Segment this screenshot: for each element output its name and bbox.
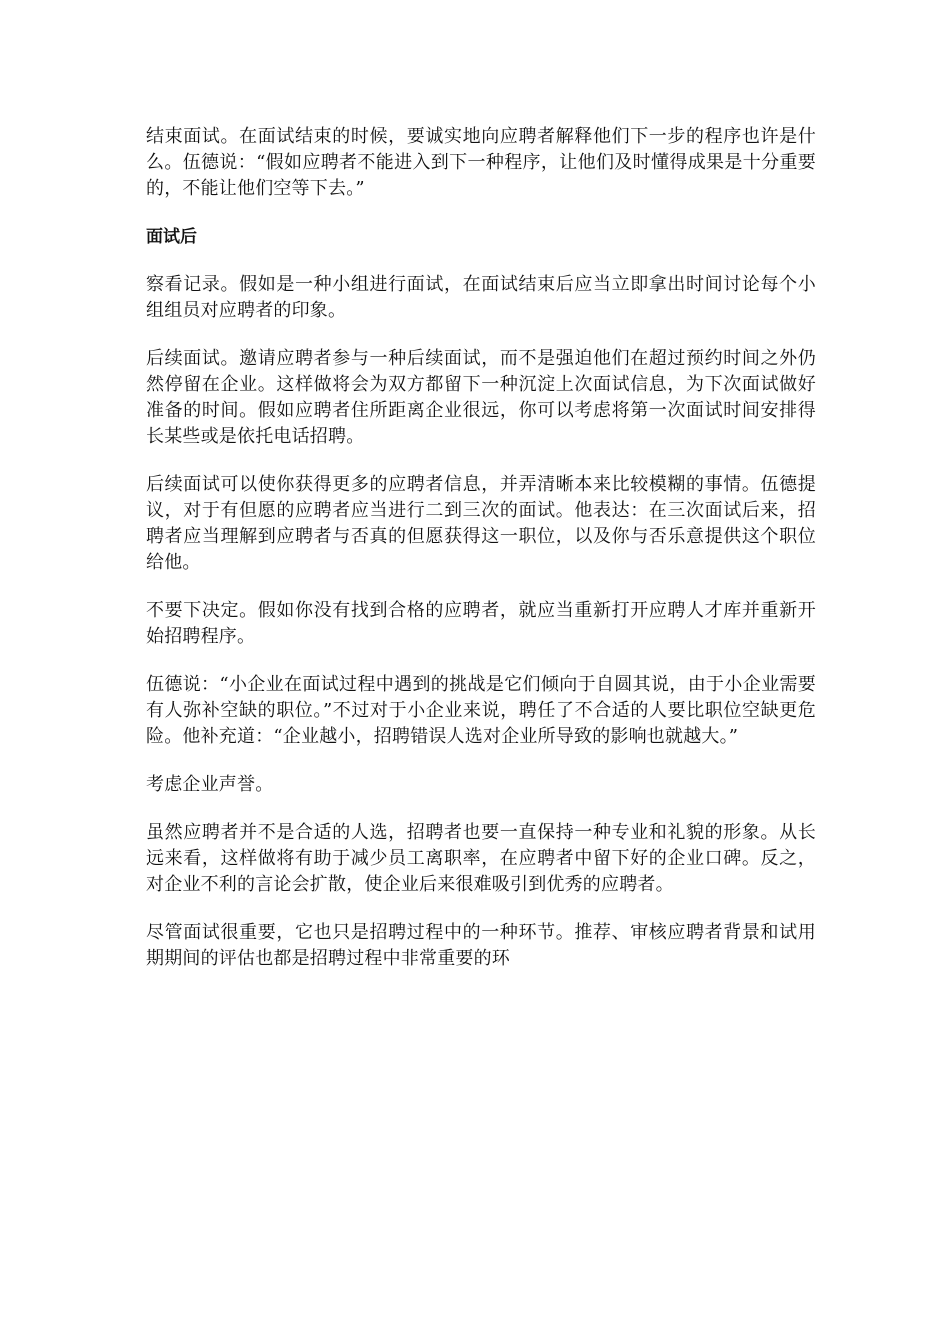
paragraph-wood-quote: 伍德说：“小企业在面试过程中遇到的挑战是它们倾向于自圆其说，由于小企业需要有人弥补空缺的职位。”不过对于小企业来说，聘任了不合适的人要比职位空缺更危险。他补充道：“企业越小，招聘错误人选对企业所导致的影响也就越大。”	[146, 674, 816, 747]
paragraph-follow-up-benefits: 后续面试可以使你获得更多的应聘者信息，并弄清晰本来比较模糊的事情。伍德提议，对于有但愿的应聘者应当进行二到三次的面试。他表达：在三次面试后来，招聘者应当理解到应聘者与否真的但愿获得这一职位，以及你与否乐意提供这个职位给他。	[146, 474, 816, 573]
paragraph-follow-up-interview: 后续面试。邀请应聘者参与一种后续面试，而不是强迫他们在超过预约时间之外仍然停留在企业。这样做将会为双方都留下一种沉淀上次面试信息，为下次面试做好准备的时间。假如应聘者住所距离企业很远，你可以考虑将第一次面试时间安排得长某些或是依托电话招聘。	[146, 348, 816, 447]
section-heading: 面试后	[146, 227, 197, 247]
paragraph-closing: 尽管面试很重要，它也只是招聘过程中的一种环节。推荐、审核应聘者背景和试用期期间的评估也都是招聘过程中非常重要的环	[146, 922, 816, 969]
document-body	[146, 124, 816, 994]
paragraph-end-interview: 结束面试。在面试结束的时候，要诚实地向应聘者解释他们下一步的程序也许是什么。伍德说：“假如应聘者不能进入到下一种程序，让他们及时懂得成果是十分重要的，不能让他们空等下去。”	[146, 126, 816, 199]
paragraph-review-notes: 察看记录。假如是一种小组进行面试，在面试结束后应当立即拿出时间讨论每个小组组员对应聘者的印象。	[146, 274, 816, 321]
paragraph-reputation: 虽然应聘者并不是合适的人选，招聘者也要一直保持一种专业和礼貌的形象。从长远来看，这样做将有助于减少员工离职率，在应聘者中留下好的企业口碑。反之，对企业不利的言论会扩散，使企业后来很难吸引到优秀的应聘者。	[146, 822, 816, 895]
paragraph-no-decision: 不要下决定。假如你没有找到合格的应聘者，就应当重新打开应聘人才库并重新开始招聘程序。	[146, 600, 816, 647]
paragraph-reputation-title: 考虑企业声誉。	[146, 774, 274, 795]
